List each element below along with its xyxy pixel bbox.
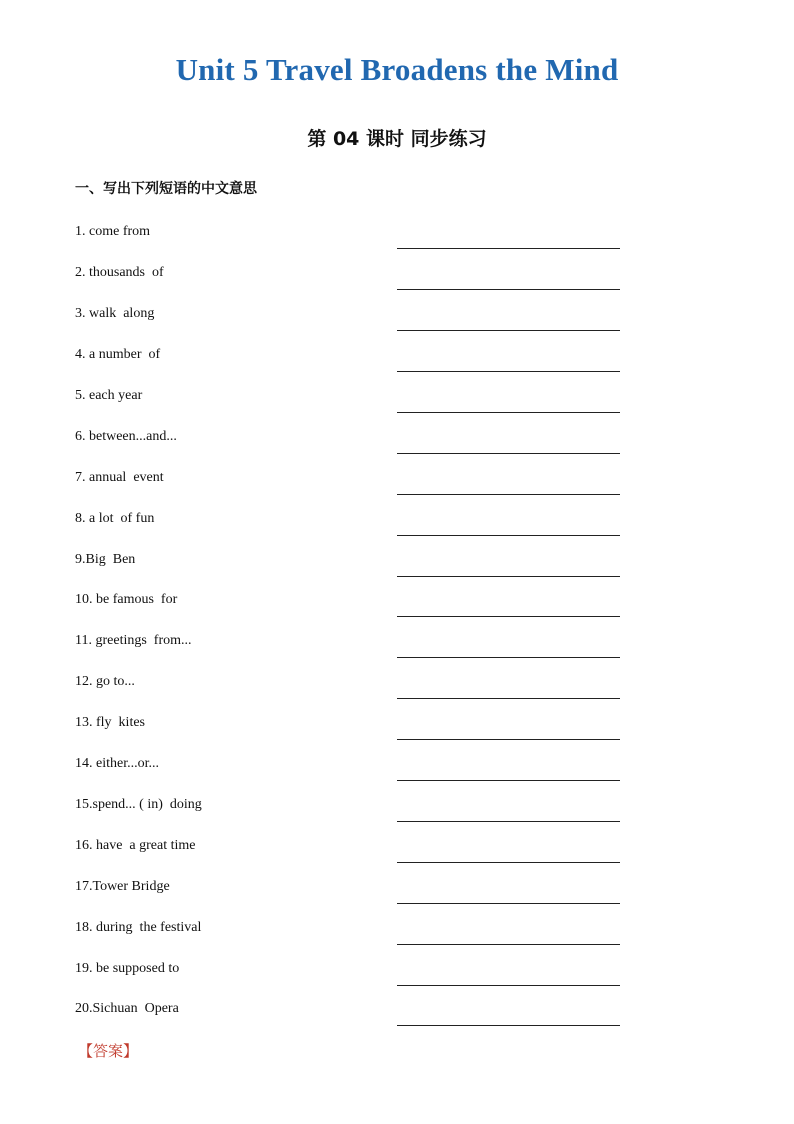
exercise-item	[75, 591, 620, 617]
exercise-item	[75, 755, 620, 781]
answer-blank[interactable]	[397, 1000, 620, 1026]
phrase-label: 19. be supposed to	[75, 961, 180, 976]
phrase-label: 6. between...and...	[75, 429, 177, 444]
answer-blank[interactable]	[397, 714, 620, 740]
phrase-label: 3. walk along	[75, 306, 155, 321]
exercise-item	[75, 428, 620, 454]
phrase-label: 13. fly kites	[75, 715, 145, 730]
phrase-label: 8. a lot of fun	[75, 511, 155, 526]
answer-label: 【答案】	[78, 1042, 139, 1060]
answer-blank[interactable]	[397, 223, 620, 249]
answer-blank[interactable]	[397, 755, 620, 781]
answer-blank[interactable]	[397, 469, 620, 495]
phrase-label: 9.Big Ben	[75, 552, 136, 567]
section-heading: 一、写出下列短语的中文意思	[75, 181, 257, 197]
answer-blank[interactable]	[397, 305, 620, 331]
phrase-label: 18. during the festival	[75, 920, 202, 935]
exercise-item	[75, 632, 620, 658]
exercise-item	[75, 305, 620, 331]
exercise-item	[75, 878, 620, 904]
phrase-label: 11. greetings from...	[75, 633, 192, 648]
phrase-label: 12. go to...	[75, 674, 135, 689]
exercise-item	[75, 387, 620, 413]
page-title: Unit 5 Travel Broadens the Mind	[175, 52, 619, 87]
exercise-item	[75, 960, 620, 986]
answer-blank[interactable]	[397, 919, 620, 945]
phrase-label: 10. be famous for	[75, 592, 178, 607]
exercise-item	[75, 1000, 620, 1026]
exercise-item	[75, 469, 620, 495]
exercise-item	[75, 919, 620, 945]
phrase-label: 5. each year	[75, 388, 143, 403]
answer-blank[interactable]	[397, 510, 620, 536]
phrase-label: 15.spend... ( in) doing	[75, 797, 202, 812]
exercise-item	[75, 673, 620, 699]
phrase-label: 17.Tower Bridge	[75, 879, 170, 894]
exercise-item	[75, 510, 620, 536]
phrase-label: 1. come from	[75, 224, 151, 239]
answer-blank[interactable]	[397, 632, 620, 658]
answer-blank[interactable]	[397, 387, 620, 413]
phrase-label: 20.Sichuan Opera	[75, 1001, 179, 1016]
exercise-item	[75, 264, 620, 290]
answer-blank[interactable]	[397, 796, 620, 822]
answer-blank[interactable]	[397, 551, 620, 577]
answer-blank[interactable]	[397, 837, 620, 863]
answer-blank[interactable]	[397, 878, 620, 904]
answer-blank[interactable]	[397, 673, 620, 699]
answer-blank[interactable]	[397, 591, 620, 617]
answer-blank[interactable]	[397, 960, 620, 986]
exercise-item	[75, 714, 620, 740]
phrase-label: 4. a number of	[75, 347, 161, 362]
phrase-label: 14. either...or...	[75, 756, 159, 771]
phrase-label: 7. annual event	[75, 470, 164, 485]
lesson-subtitle: 第 04 课时 同步练习	[307, 128, 487, 150]
answer-blank[interactable]	[397, 428, 620, 454]
exercise-item	[75, 223, 620, 249]
answer-blank[interactable]	[397, 346, 620, 372]
phrase-label: 16. have a great time	[75, 838, 196, 853]
phrase-label: 2. thousands of	[75, 265, 164, 280]
answer-blank[interactable]	[397, 264, 620, 290]
exercise-item	[75, 837, 620, 863]
exercise-item	[75, 346, 620, 372]
exercise-item	[75, 796, 620, 822]
exercise-item	[75, 551, 620, 577]
